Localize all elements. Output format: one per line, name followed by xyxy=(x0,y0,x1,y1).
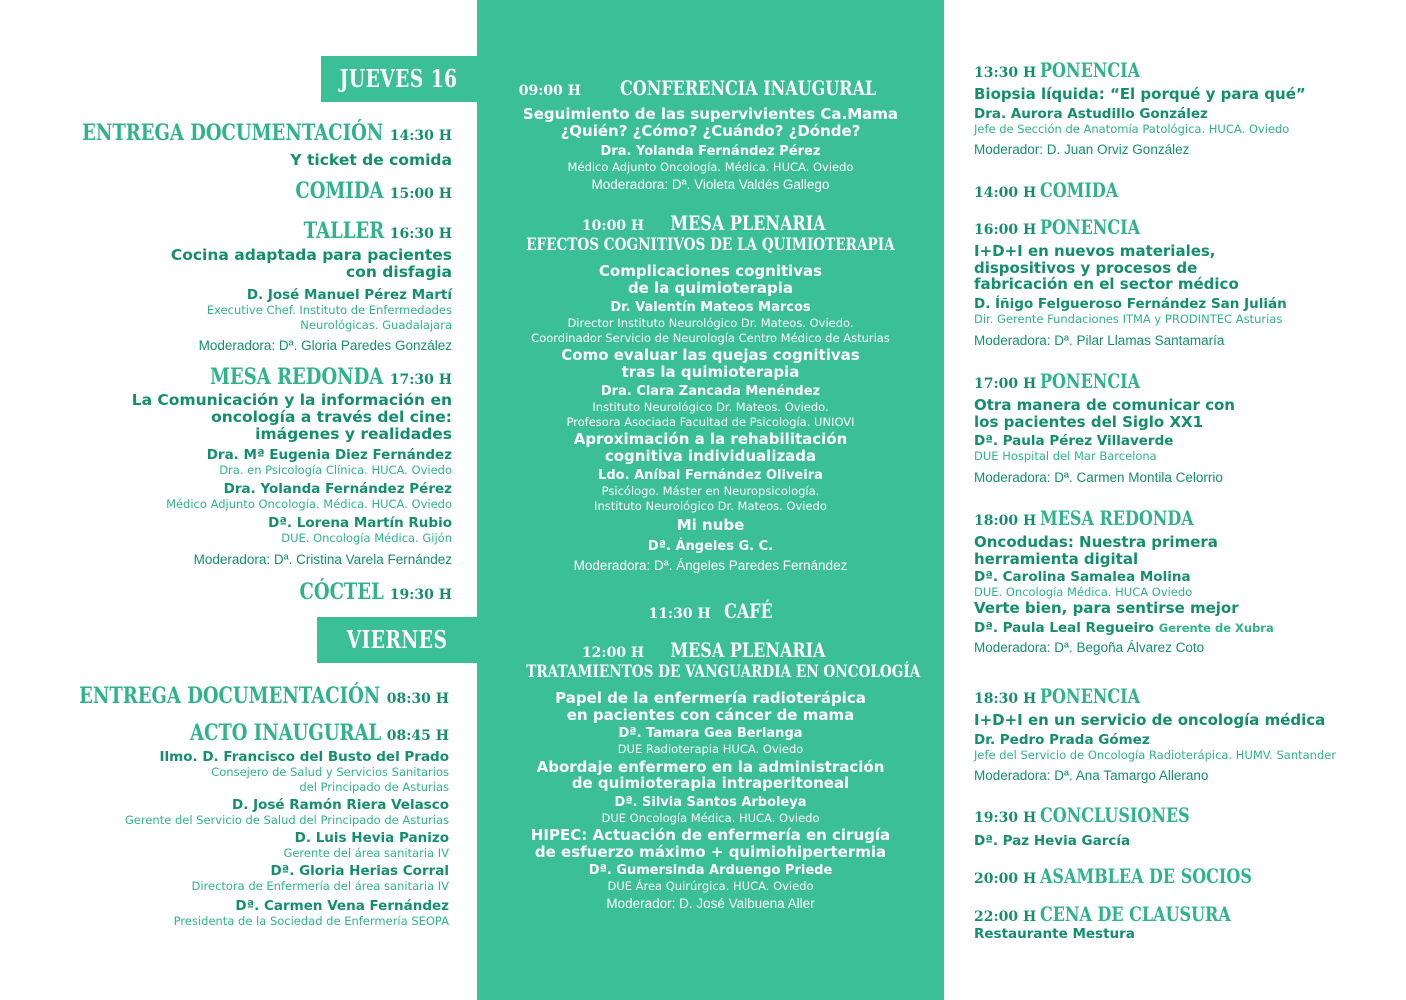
session-subtitle: EFECTOS COGNITIVOS DE LA QUIMIOTERAPIA xyxy=(526,235,895,255)
talk-title-line: Aproximación a la rehabilitación xyxy=(573,430,848,448)
talk-title-line: I+D+I en un servicio de oncología médica xyxy=(974,711,1326,729)
speaker-name: Dª. Ángeles G. C. xyxy=(647,538,774,554)
session-time: 16:30 H xyxy=(389,226,452,242)
speaker-affiliation: DUE Área Quirúrgica. HUCA. Oviedo xyxy=(607,879,814,893)
talk-title-line: Abordaje enfermero en la administración xyxy=(536,757,885,776)
talk-title-line: de esfuerzo máximo + quimiohipertermia xyxy=(534,842,887,861)
session-title: CONCLUSIONES xyxy=(1040,803,1190,827)
moderator: Moderadora: Dª. Violeta Valdés Gallego xyxy=(591,176,830,192)
session-taller xyxy=(171,218,452,354)
moderator: Moderadora: Dª. Ana Tamargo Allerano xyxy=(974,767,1209,783)
talk-title-line: Papel de la enfermería radioterápica xyxy=(555,689,866,707)
day-label: JUEVES 16 xyxy=(340,64,458,93)
speaker-name: Dra. Yolanda Fernández Pérez xyxy=(600,144,821,159)
session-conclusiones xyxy=(974,803,1394,849)
session-mesa-redonda xyxy=(132,364,452,568)
speaker-affiliation: Jefe del Servicio de Oncología Radioterápica. HUMV. Santander xyxy=(974,747,1337,762)
session-title: PONENCIA xyxy=(1040,58,1141,82)
session-time: 08:45 H xyxy=(386,728,449,744)
talk-title-line: de la quimioterapia xyxy=(627,278,794,297)
speaker-affiliation: Coordinador Servicio de Neurología Centro Médico de Asturias xyxy=(531,330,890,345)
session-title: ASAMBLEA DE SOCIOS xyxy=(1040,864,1253,888)
session-ponencia-3 xyxy=(974,369,1394,486)
session-time: 10:00 H xyxy=(581,218,645,234)
left-column xyxy=(0,0,477,1000)
speaker-name: Dª. Lorena Martín Rubio xyxy=(268,515,452,531)
moderator: Moderadora: Dª. Gloria Paredes González xyxy=(198,338,452,353)
talk-title-line: Seguimiento de las supervivientes Ca.Mama xyxy=(522,105,899,123)
session-subtitle: TRATAMIENTOS DE VANGUARDIA EN ONCOLOGÍA xyxy=(526,662,921,682)
speaker-affiliation: Executive Chef. Instituto de Enfermedades xyxy=(206,303,452,317)
talk-title-line: oncología a través del cine: xyxy=(211,408,452,426)
talk-title-line: HIPEC: Actuación de enfermería en cirugía xyxy=(530,826,891,844)
speaker-name: Dª. Silvia Santos Arboleya xyxy=(614,794,807,810)
session-title: COMIDA xyxy=(295,178,384,204)
session-time: 14:00 H xyxy=(974,185,1037,201)
talk-title-line: los pacientes del Siglo XX1 xyxy=(974,412,1204,431)
session-mesa-redonda-2 xyxy=(974,506,1394,656)
session-asamblea xyxy=(974,864,1394,888)
talk-title-line: Oncodudas: Nuestra primera xyxy=(974,533,1218,551)
session-time: 15:00 H xyxy=(389,186,452,202)
speaker-affiliation: DUE. Oncología Médica. Gijón xyxy=(281,531,452,545)
session-time: 16:00 H xyxy=(974,222,1037,238)
talk-title-line: en pacientes con cáncer de mama xyxy=(566,705,855,724)
speaker-name: Dr. Pedro Prada Gómez xyxy=(974,731,1150,748)
speaker-affiliation: Instituto Neurológico Dr. Mateos. Oviedo. xyxy=(592,400,829,414)
session-time: 12:00 H xyxy=(581,645,645,661)
speaker-affiliation: Psicólogo. Máster en Neuropsicología. xyxy=(601,484,820,498)
talk-title-line: herramienta digital xyxy=(974,549,1139,568)
venue-name: Restaurante Mestura xyxy=(974,926,1135,942)
session-title: ENTREGA DOCUMENTACIÓN xyxy=(79,683,381,709)
session-time: 18:30 H xyxy=(974,691,1037,707)
speaker-name: D. José Ramón Riera Velasco xyxy=(232,797,449,813)
moderator: Moderador: D. Juan Orviz González xyxy=(974,141,1190,157)
session-comida-2 xyxy=(974,178,1394,202)
session-conferencia xyxy=(477,76,944,193)
session-acto-inaugural xyxy=(125,720,449,929)
session-ponencia-2 xyxy=(974,215,1394,349)
session-coctel xyxy=(281,579,452,605)
session-title: PONENCIA xyxy=(1040,684,1141,708)
speaker-affiliation: Dir. Gerente Fundaciones ITMA y PRODINTEC Asturias xyxy=(974,311,1283,326)
talk-title-line: La Comunicación y la información en xyxy=(131,391,452,409)
session-time: 13:30 H xyxy=(974,65,1037,81)
talk-title-line: fabricación en el sector médico xyxy=(974,275,1239,293)
session-time: 20:00 H xyxy=(974,871,1037,887)
session-time: 18:00 H xyxy=(974,513,1037,529)
session-time: 22:00 H xyxy=(974,909,1037,925)
speaker-affiliation: del Principado de Asturias xyxy=(299,780,449,794)
talk-title-line: de quimioterapia intraperitoneal xyxy=(571,774,850,792)
speaker-name: Dra. Clara Zancada Menéndez xyxy=(600,384,821,399)
speaker-affiliation: DUE Hospital del Mar Barcelona xyxy=(974,449,1157,463)
session-title: COMIDA xyxy=(1040,178,1119,202)
talk-title-line: dispositivos y procesos de xyxy=(974,258,1198,277)
session-title: ENTREGA DOCUMENTACIÓN xyxy=(82,120,384,146)
middle-column xyxy=(477,0,944,1000)
session-time: 11:30 H xyxy=(648,606,711,622)
talk-title-line: imágenes y realidades xyxy=(255,425,452,443)
talk-title-line: Biopsia líquida: “El porqué y para qué” xyxy=(974,85,1306,103)
moderator: Moderadora: Dª. Carmen Montila Celorrio xyxy=(974,470,1223,485)
moderator: Moderadora: Dª. Begoña Álvarez Coto xyxy=(974,639,1205,655)
session-cena xyxy=(974,902,1394,942)
speaker-affiliation: Director Instituto Neurológico Dr. Mateos. Oviedo. xyxy=(567,316,854,330)
talk-title-line: Mi nube xyxy=(676,516,745,534)
session-time: 08:30 H xyxy=(386,691,449,707)
day-header-thursday xyxy=(321,56,477,102)
session-time: 19:30 H xyxy=(389,587,452,603)
speaker-name: Dª. Paula Pérez Villaverde xyxy=(974,433,1174,449)
session-time: 19:30 H xyxy=(974,810,1037,826)
session-ponencia-1 xyxy=(974,58,1394,158)
speaker-affiliation: DUE. Oncología Médica. HUCA Oviedo xyxy=(974,585,1193,599)
talk-title-line: cognitiva individualizada xyxy=(604,446,817,465)
speaker-affiliation: Presidenta de la Sociedad de Enfermería SEOPA xyxy=(173,914,449,928)
session-time: 09:00 H xyxy=(518,83,581,99)
speaker-affiliation: Profesora Asociada Facultad de Psicología. UNIOVI xyxy=(566,414,855,429)
speaker-name: Ilmo. D. Francisco del Busto del Prado xyxy=(159,749,449,765)
speaker-name: D. Luis Hevia Panizo xyxy=(294,830,449,846)
talk-title-line: Complicaciones cognitivas xyxy=(598,262,823,280)
session-entrega-2 xyxy=(13,683,449,709)
day-label: VIERNES 17 xyxy=(346,625,448,700)
speaker-name: D. José Manuel Pérez Martí xyxy=(246,287,452,303)
talk-title-line: ¿Quién? ¿Cómo? ¿Cuándo? ¿Dónde? xyxy=(560,121,861,140)
talk-title-line: tras la quimioterapia xyxy=(621,362,800,381)
speaker-affiliation: Neurológicas. Guadalajara xyxy=(300,318,452,332)
session-mesa-plenaria-2 xyxy=(477,638,944,912)
session-title: ACTO INAUGURAL xyxy=(189,720,381,746)
session-title: TALLER xyxy=(303,218,384,244)
speaker-affiliation: Consejero de Salud y Servicios Sanitarios xyxy=(211,765,449,779)
session-time: 17:00 H xyxy=(974,376,1037,392)
speaker-affiliation: Instituto Neurológico Dr. Mateos. Oviedo xyxy=(594,498,827,513)
session-cafe xyxy=(477,599,944,623)
speaker-name: Dª. Carmen Vena Fernández xyxy=(235,898,449,914)
moderator: Moderadora: Dª. Ángeles Paredes Fernández xyxy=(573,557,848,573)
session-title: PONENCIA xyxy=(1040,215,1141,239)
speaker-name: Dª. Gumersinda Arduengo Priede xyxy=(588,863,833,878)
speaker-name: D. Íñigo Felgueroso Fernández San Julián xyxy=(974,295,1287,312)
session-ponencia-4 xyxy=(974,684,1394,784)
speaker-affiliation: Jefe de Sección de Anatomía Patológica. HUCA. Oviedo xyxy=(974,121,1290,136)
right-column xyxy=(944,0,1406,1000)
session-title: MESA PLENARIA xyxy=(670,211,826,235)
session-entrega-1 xyxy=(16,120,452,169)
moderator: Moderadora: Dª. Cristina Varela Fernández xyxy=(193,552,452,567)
speaker-name: Dª. Tamara Gea Berlanga xyxy=(618,726,803,741)
talk-title-line: Otra manera de comunicar con xyxy=(974,396,1235,414)
speaker-affiliation: Dra. en Psicología Clínica. HUCA. Oviedo xyxy=(219,463,452,477)
speaker-name: Ldo. Aníbal Fernández Oliveira xyxy=(598,468,823,483)
speaker-affiliation: Médico Adjunto Oncología. Médica. HUCA. Oviedo xyxy=(567,160,854,174)
session-comida-1 xyxy=(276,178,452,204)
session-title: CENA DE CLAUSURA xyxy=(1040,902,1231,926)
moderator: Moderador: D. José Valbuena Aller xyxy=(606,895,815,911)
talk-title-line: Verte bien, para sentirse mejor xyxy=(974,599,1239,617)
speaker-affiliation: Directora de Enfermería del área sanitaria IV xyxy=(191,879,449,893)
session-title: PONENCIA xyxy=(1040,369,1141,393)
session-title: CONFERENCIA INAUGURAL xyxy=(619,76,877,100)
speaker-name: Dª. Paz Hevia García xyxy=(974,833,1131,849)
speaker-name: Dª. Gloria Herias Corral xyxy=(270,863,449,879)
speaker-affiliation: Gerente de Xubra xyxy=(1158,620,1274,635)
speaker-affiliation: DUE Oncología Médica. HUCA. Oviedo xyxy=(601,810,820,825)
session-title: CAFÉ xyxy=(723,599,773,623)
talk-title-line: Como evaluar las quejas cognitivas xyxy=(561,346,860,364)
speaker-name: Dra. Aurora Astudillo González xyxy=(974,105,1208,122)
speaker-affiliation: Gerente del Servicio de Salud del Principado de Asturias xyxy=(124,813,449,827)
talk-title-line: Cocina adaptada para pacientes xyxy=(170,246,452,264)
session-time: 17:30 H xyxy=(389,372,452,388)
speaker-name: Dr. Valentín Mateos Marcos xyxy=(610,300,811,315)
session-subtitle: Y ticket de comida xyxy=(290,151,452,169)
speaker-name: Dª. Carolina Samalea Molina xyxy=(974,569,1191,585)
moderator: Moderadora: Dª. Pilar Llamas Santamaría xyxy=(974,332,1225,348)
session-title: MESA REDONDA xyxy=(1040,506,1194,530)
speaker-name: Dra. Mª Eugenia Diez Fernández xyxy=(206,447,452,463)
speaker-name: Dª. Paula Leal Regueiro xyxy=(974,619,1155,636)
session-title: MESA REDONDA xyxy=(210,364,384,390)
session-title: MESA PLENARIA xyxy=(670,638,826,662)
speaker-affiliation: Gerente del área sanitaria IV xyxy=(283,846,449,860)
session-time: 14:30 H xyxy=(389,128,452,144)
speaker-affiliation: DUE Radioterapia HUCA. Oviedo xyxy=(617,742,804,756)
session-mesa-plenaria-1 xyxy=(477,211,944,574)
session-title: CÓCTEL xyxy=(299,579,384,605)
speaker-affiliation: Médico Adjunto Oncología. Médica. HUCA. Oviedo xyxy=(166,497,452,511)
talk-title-line: con disfagia xyxy=(346,263,452,281)
speaker-name: Dra. Yolanda Fernández Pérez xyxy=(223,481,452,497)
talk-title-line: I+D+I en nuevos materiales, xyxy=(974,242,1216,260)
